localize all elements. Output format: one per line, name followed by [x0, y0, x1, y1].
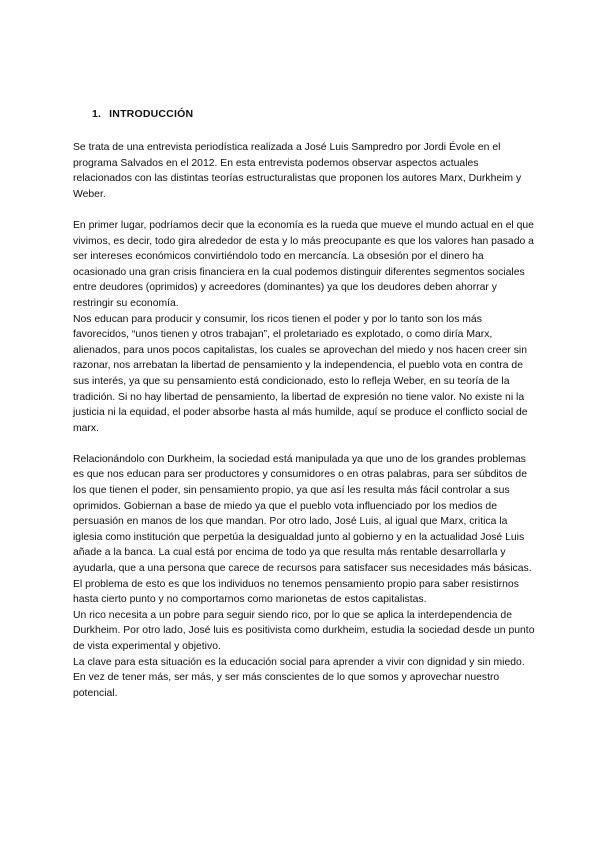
section-number: 1. — [92, 108, 102, 120]
paragraph-economy: En primer lugar, podríamos decir que la economía es la rueda que mueve el mundo actual en el que vivimos, es decir, todo gira alrededor de esta y lo más preocupante es que los valores han pasado a ser intereses económicos convirtiéndolo todo en mercancía. La obsesión por el dinero ha ocasionado una gran crisis financiera en la cual podemos distinguir diferentes segmentos sociales entre deudores (oprimidos) y acreedores (dominantes) ya que los deudores deben ahorrar y restringir su economía. — [73, 219, 534, 309]
section-heading — [92, 108, 193, 120]
paragraph-conclusion: La clave para esta situación es la educación social para aprender a vivir con dignidad y sin miedo. En vez de tener más, ser más, y ser más conscientes de lo que somos y aprovechar nuestro potencial. — [73, 656, 525, 699]
paragraph-intro: Se trata de una entrevista periodística realizada a José Luis Sampredro por Jordi Évole en el programa Salvados en el 2012. En esta entrevista podemos observar aspectos actuales relacionados con las distintas teorías estructuralistas que proponen los autores Marx, Durkheim y Weber. — [73, 142, 522, 200]
body-text — [73, 140, 535, 701]
paragraph-problem: El problema de esto es que los individuos no tenemos pensamiento propio para saber resistirnos hasta cierto punto y no comportarnos como marionetas de estos capitalistas. — [73, 578, 519, 606]
paragraph-interdependence: Un rico necesita a un pobre para seguir siendo rico, por lo que se aplica la interdependencia de Durkheim. Por otro lado, José luis es positivista como durkheim, estudia la sociedad desde un punto de vista experimental y objetivo. — [73, 609, 535, 652]
paragraph-marx-weber: Nos educan para producir y consumir, los ricos tienen el poder y por lo tanto son los más favorecidos, “unos tienen y otros trabajan”, el proletariado es explotado, o como diría Marx, alienados, para unos pocos capitalistas, los cuales se aprovechan del miedo y nos hacen creer sin razonar, nos arrebatan la libertad de pensamiento y la independencia, el pueblo vota en contra de sus interés, ya que su pensamiento está condicionado, esto lo refleja Weber, en su teoría de la tradición. Si no hay libertad de pensamiento, la libertad de expresión no tiene valor. No existe ni la justicia ni la equidad, el poder absorbe hasta al más humilde, aquí se produce el conflicto social de marx. — [73, 313, 528, 434]
section-title: INTRODUCCIÓN — [109, 108, 194, 120]
paragraph-durkheim: Relacionándolo con Durkheim, la sociedad está manipulada ya que uno de los grandes problemas es que nos educan para ser productores y consumidores o en otras palabras, para ser súbditos de los que tienen el poder, sin pensamiento propio, ya que así les resulta más fácil controlar a sus oprimidos. Gobiernan a base de miedo ya que el pueblo vota influenciado por los medios de persuasión en manos de los que mandan. Por otro lado, José Luis, al igual que Marx, critica la iglesia como institución que perpetúa la desigualdad junto al gobierno y en la actualidad José Luis añade a la banca. La cual está por encima de todo ya que resulta más rentable desarrollarla y ayudarla, que a una persona que carece de recursos para satisfacer sus necesidades más básicas. — [73, 453, 532, 575]
